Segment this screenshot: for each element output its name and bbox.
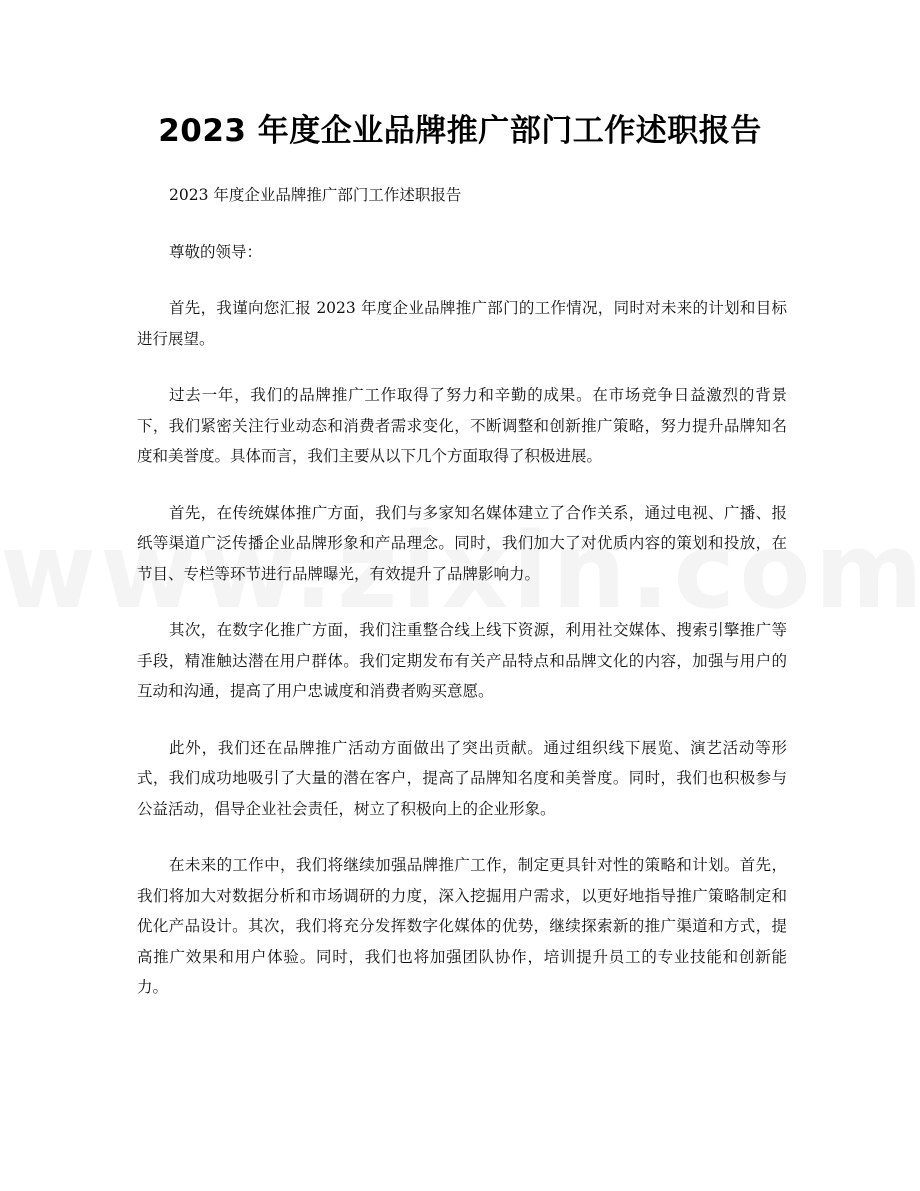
paragraph-events: 此外，我们还在品牌推广活动方面做出了突出贡献。通过组织线下展览、演艺活动等形式，我们成功地吸引了大量的潜在客户，提高了品牌知名度和美誉度。同时，我们也积极参与公益活动，倡导企业社会责任，树立了积极向上的企业形象。 <box>137 738 787 818</box>
paragraph-salutation: 尊敬的领导： <box>169 242 263 261</box>
paragraph-intro: 首先，我谨向您汇报 2023 年度企业品牌推广部门的工作情况，同时对未来的计划和目标进行展望。 <box>137 299 787 348</box>
paragraph-traditional-media: 首先，在传统媒体推广方面，我们与多家知名媒体建立了合作关系，通过电视、广播、报纸等渠道广泛传播企业品牌形象和产品理念。同时，我们加大了对优质内容的策划和投放，在节目、专栏等环节进行品牌曝光，有效提升了品牌影响力。 <box>137 503 787 583</box>
document-title: 2023 年度企业品牌推广部门工作述职报告 <box>158 113 762 149</box>
paragraph-future-plans: 在未来的工作中，我们将继续加强品牌推广工作，制定更具针对性的策略和计划。首先，我们将加大对数据分析和市场调研的力度，深入挖掘用户需求，以更好地指导推广策略制定和优化产品设计。其次，我们将充分发挥数字化媒体的优势，继续探索新的推广渠道和方式，提高推广效果和用户体验。同时，我们也将加强团队协作，培训提升员工的专业技能和创新能力。 <box>137 856 787 996</box>
document-body <box>137 180 787 1029</box>
paragraph-digital-promotion: 其次，在数字化推广方面，我们注重整合线上线下资源，利用社交媒体、搜索引擎推广等手段，精准触达潜在用户群体。我们定期发布有关产品特点和品牌文化的内容，加强与用户的互动和沟通，提高了用户忠诚度和消费者购买意愿。 <box>137 621 787 700</box>
paragraph-subtitle: 2023 年度企业品牌推广部门工作述职报告 <box>169 186 462 204</box>
paragraph-past-year: 过去一年，我们的品牌推广工作取得了努力和辛勤的成果。在市场竞争日益激烈的背景下，我们紧密关注行业动态和消费者需求变化，不断调整和创新推广策略，努力提升品牌知名度和美誉度。具体而言，我们主要从以下几个方面取得了积极进展。 <box>137 386 787 465</box>
